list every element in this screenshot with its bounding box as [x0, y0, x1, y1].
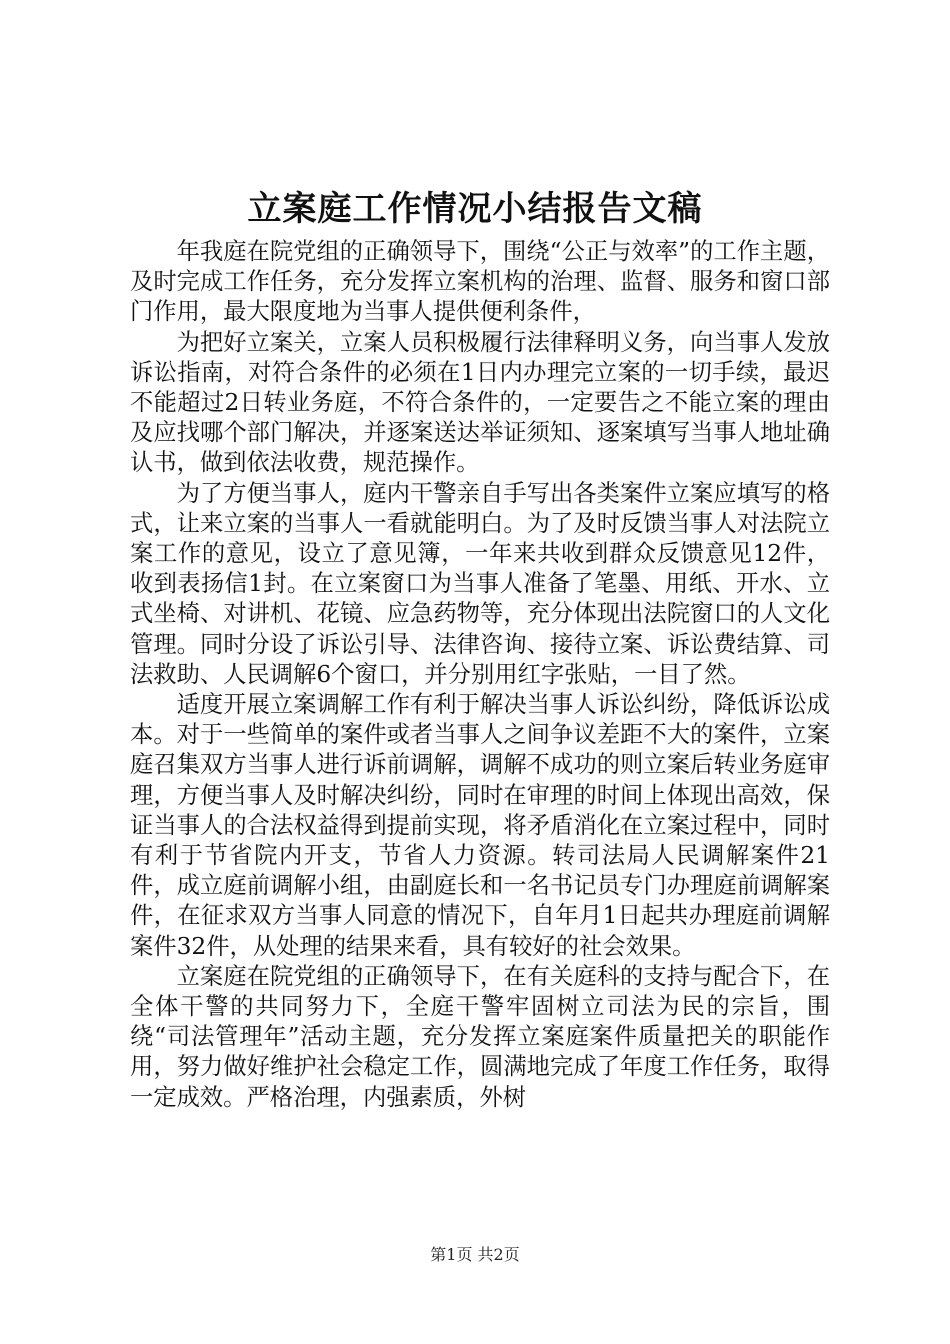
paragraph-3: 为了方便当事人，庭内干警亲自手写出各类案件立案应填写的格式，让来立案的当事人一看就能明白。为了及时反馈当事人对法院立案工作的意见，设立了意见簿，一年来共收到群众反馈意见12件，收到表扬信1封。在立案窗口为当事人准备了笔墨、用纸、开水、立式坐椅、对讲机、花镜、应急药物等，充分体现出法院窗口的人文化管理。同时分设了诉讼引导、法律咨询、接待立案、诉讼费结算、司法救助、人民调解6个窗口，并分别用红字张贴，一目了然。 — [130, 479, 830, 688]
page-number-footer: 第1页 共2页 — [430, 1245, 520, 1264]
paragraph-1: 年我庭在院党组的正确领导下，围绕“公正与效率”的工作主题，及时完成工作任务，充分发挥立案机构的治理、监督、服务和窗口部门作用，最大限度地为当事人提供便利条件， — [130, 238, 830, 326]
paragraph-4: 适度开展立案调解工作有利于解决当事人诉讼纠纷，降低诉讼成本。对于一些简单的案件或者当事人之间争议差距不大的案件，立案庭召集双方当事人进行诉前调解，调解不成功的则立案后转业务庭审理，方便当事人及时解决纠纷，同时在审理的时间上体现出高效，保证当事人的合法权益得到提前实现，将矛盾消化在立案过程中，同时有利于节省院内开支，节省人力资源。转司法局人民调解案件21件，成立庭前调解小组，由副庭长和一名书记员专门办理庭前调解案件，在征求双方当事人同意的情况下，自年月1日起共办理庭前调解案件32件，从处理的结果来看，具有较好的社会效果。 — [130, 691, 830, 960]
document-title: 立案庭工作情况小结报告文稿 — [247, 189, 703, 229]
paragraph-2: 为把好立案关，立案人员积极履行法律释明义务，向当事人发放诉讼指南，对符合条件的必须在1日内办理完立案的一切手续，最迟不能超过2日转业务庭，不符合条件的，一定要告之不能立案的理由及应找哪个部门解决，并逐案送达举证须知、逐案填写当事人地址确认书，做到依法收费，规范操作。 — [130, 328, 830, 477]
paragraph-5: 立案庭在院党组的正确领导下，在有关庭科的支持与配合下，在全体干警的共同努力下，全庭干警牢固树立司法为民的宗旨，围绕“司法管理年”活动主题，充分发挥立案庭案件质量把关的职能作用，努力做好维护社会稳定工作，圆满地完成了年度工作任务，取得一定成效。严格治理，内强素质，外树 — [130, 962, 830, 1111]
document-body — [130, 237, 830, 1113]
